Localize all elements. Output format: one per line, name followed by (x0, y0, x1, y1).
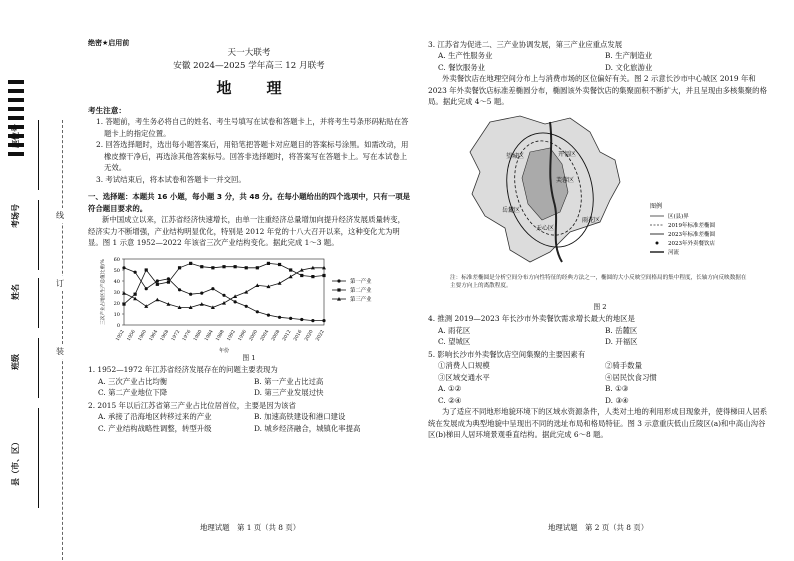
x-tick-label: 1984 (204, 329, 215, 342)
data-point (178, 266, 181, 269)
data-point (289, 274, 293, 278)
figure-1-chart (94, 253, 394, 353)
bind-line (38, 120, 39, 190)
legend-item: 河流 (668, 249, 680, 256)
question-4: 4. 推测 2019—2023 年长沙市外卖餐饮需求增长最大的地区是 (428, 314, 635, 324)
seat-field-label: 座位号 (10, 124, 20, 148)
footer-right: 地理试题 第 2 页（共 8 页） (548, 523, 649, 532)
x-tick-label: 1980 (193, 329, 204, 342)
map-label-wangcheng: 望城区 (506, 152, 525, 160)
option: A. 生产性服务业 (438, 51, 493, 61)
data-point (222, 293, 225, 296)
data-point (245, 304, 248, 307)
data-point (300, 274, 303, 277)
legend-item: 2023年标准差椭圆 (668, 231, 715, 238)
data-point (256, 266, 259, 269)
bind-line (38, 408, 39, 508)
legend-marker (337, 279, 340, 282)
county-field-label: 县（市、区） (10, 438, 20, 486)
option: B. ①③ (605, 384, 629, 394)
intro-paragraph: 新中国成立以来，江苏省经济快速增长，由单一注重经济总量增加向提升经济发展质量转变，经济实力不断增强，产业结构明显优化，特别是 2012 年党的十八大召开以来，这种变化尤为明显。图 1 示意 1952—2022 年该省三次产业结构变化。据此完成 1～3 题。 (88, 215, 406, 248)
x-tick-label: 1964 (148, 329, 160, 342)
data-point (278, 263, 281, 266)
data-point (145, 287, 148, 290)
data-point (322, 274, 325, 277)
data-point (122, 291, 126, 295)
y-tick-label: 10 (113, 311, 120, 318)
data-point (133, 296, 137, 300)
option: D. 文化旅游业 (605, 62, 653, 72)
y-tick-label: 50 (113, 267, 120, 274)
option: A. ①② (438, 384, 462, 394)
secret-mark: 绝密★启用前 (88, 39, 130, 47)
data-point (289, 268, 292, 271)
data-point (122, 302, 125, 305)
figure-2-map (450, 112, 750, 302)
data-point (267, 313, 270, 316)
legend-label: 第一产业 (350, 278, 372, 285)
question-2: 2. 2015 年以后江苏省第三产业占比位居首位，主要是因为该省 (88, 400, 296, 410)
x-tick-label: 2000 (248, 329, 260, 342)
data-point (156, 282, 159, 285)
figure-2-caption: 图 2 (593, 302, 607, 311)
data-point (200, 302, 204, 306)
x-tick-label: 1972 (171, 329, 182, 342)
legend-item: 区(县)界 (668, 213, 689, 220)
data-point (122, 266, 125, 269)
notice-item: 2. 回答选择题时，选出每小题答案后，用铅笔把答题卡对应题目的答案标号涂黑。如需改动，用橡皮擦干净后，再选涂其他答案标号。回答非选择题时，将答案写在答题卡上。写在本试卷上无效。 (96, 140, 409, 173)
statement: ④居民饮食习惯 (605, 372, 657, 382)
question-4-options (428, 325, 772, 348)
statement: ②骑手数量 (605, 361, 642, 371)
legend-item: 2019年标准差椭圆 (668, 222, 715, 229)
data-point (200, 291, 203, 294)
data-point (222, 301, 226, 305)
notice-item: 1. 答题前，考生务必将自己的姓名、考生号填写在试卷和答题卡上，并将考生号条形码粘贴在答题卡上的指定位置。 (96, 117, 409, 138)
question-1: 1. 1952—1972 年江苏省经济发展存在的问题主要表现为 (88, 365, 278, 375)
y-tick-label: 20 (113, 300, 120, 307)
map-legend (650, 202, 715, 256)
option: B. 生产制造业 (605, 51, 653, 61)
intro-paragraph-2: 外卖餐饮店在地理空间分布上与消费市场的区位偏好有关。图 2 示意长沙市中心城区 2019 年和 2023 年外卖餐饮店标准差椭圆分布，椭圆该外卖餐饮店的集聚面积不断扩大，并且呈现由多核集聚的格局。据此完成 4～5 题。 (428, 74, 767, 107)
x-tick-label: 2012 (282, 329, 293, 342)
barcode-blocks (8, 80, 24, 161)
data-point (289, 316, 292, 319)
bind-line (38, 278, 39, 328)
legend-label: 第三产业 (350, 296, 372, 303)
option: D. ③④ (605, 395, 629, 405)
question-5-items (428, 360, 772, 383)
subject-title: 地 理 (216, 79, 292, 98)
question-3-options (428, 50, 772, 73)
question-5-options (428, 383, 772, 406)
map-label-tianxin: 天心区 (536, 224, 555, 232)
y-axis-label: 三次产业占地区生产总值比重/% (101, 258, 106, 325)
data-point (178, 288, 181, 291)
data-point (278, 281, 282, 285)
option: C. 第二产业地位下降 (98, 388, 168, 398)
exam-name: 安徽 2024—2025 学年高三 12 月联考 (173, 61, 325, 72)
data-point (300, 318, 303, 321)
question-1-options (88, 376, 410, 399)
map-label-kaifu: 开福区 (558, 150, 577, 158)
data-point (156, 279, 159, 282)
binding-strip (0, 0, 78, 561)
data-point (245, 266, 248, 269)
data-point (134, 270, 137, 273)
map-label-yuhua: 雨花区 (582, 216, 601, 224)
x-tick-label: 1960 (137, 329, 148, 342)
option: C. ②④ (438, 395, 462, 405)
figure-1-caption: 图 1 (242, 353, 256, 362)
data-point (234, 300, 237, 303)
data-point (200, 265, 203, 268)
question-3: 3. 江苏省为促进二、三产业协调发展，第三产业应重点发展 (428, 40, 623, 49)
cut-label-order: 订 (56, 276, 64, 291)
x-tick-label: 2022 (315, 329, 326, 342)
option: B. 加速高铁建设和港口建设 (254, 412, 346, 422)
x-tick-label: 2016 (293, 329, 304, 342)
statement: ③区域交通水平 (438, 372, 490, 382)
legend-item: 2023年外卖餐饮店 (668, 240, 715, 247)
option: D. 开福区 (605, 337, 638, 347)
x-tick-label: 1988 (215, 329, 226, 342)
option: B. 第一产业占比过高 (254, 376, 324, 386)
question-5: 5. 影响长沙市外卖餐饮店空间集聚的主要因素有 (428, 349, 586, 359)
x-tick-label: 1992 (226, 329, 237, 342)
x-tick-label: 1968 (159, 329, 171, 342)
map-label-yuelu: 岳麓区 (502, 206, 521, 214)
statement: ①消费人口规模 (438, 361, 490, 371)
option: A. 雨花区 (438, 325, 471, 335)
data-point (155, 297, 159, 301)
y-tick-label: 40 (113, 278, 120, 285)
line-chart (94, 253, 394, 353)
x-axis-label: 年份 (218, 347, 230, 353)
option: B. 岳麓区 (605, 325, 638, 335)
legend-title: 图例 (650, 202, 663, 210)
data-point (234, 265, 237, 268)
question-2-options (88, 411, 410, 434)
data-point (256, 310, 259, 313)
class-field-label: 班级 (10, 354, 20, 370)
y-tick-label: 30 (113, 289, 120, 296)
map-note: 注：标准差椭圆是分析空间分布方向性特征的经典方法之一，椭圆的大小反映空间格局的集中程度，长轴方向反映数据在主要方向上的离散程度。 (450, 275, 747, 289)
legend-label: 第二产业 (350, 287, 372, 294)
plot-frame (124, 259, 324, 325)
y-tick-label: 60 (113, 256, 120, 263)
option: C. 餐饮服务业 (438, 62, 486, 72)
title-block (88, 47, 410, 101)
option: C. 望城区 (438, 337, 471, 347)
x-tick-label: 1996 (237, 329, 248, 342)
data-point (311, 319, 314, 322)
data-point (189, 261, 192, 264)
option: A. 三次产业占比均衡 (98, 376, 168, 386)
data-point (211, 266, 214, 269)
restaurant-dot-icon (656, 241, 659, 244)
data-point (278, 315, 281, 318)
cut-dash-line (62, 120, 63, 560)
notice-list (88, 116, 410, 185)
data-point (189, 292, 192, 295)
page-right (428, 38, 772, 441)
notice-title: 考生注意： (88, 105, 126, 115)
data-point (167, 277, 170, 280)
name-field-label: 姓名 (10, 284, 20, 300)
option: C. 产业结构战略性调整，转型升级 (98, 423, 212, 433)
org-name: 天一大联考 (227, 47, 271, 58)
data-point (134, 292, 137, 295)
x-tick-label: 2008 (271, 329, 282, 342)
data-point (244, 290, 248, 294)
legend-marker (337, 288, 340, 291)
notice-item: 3. 考试结束后，将本试卷和答题卡一并交回。 (96, 174, 246, 184)
bind-line (38, 200, 39, 270)
intro-paragraph-3: 为了适应不同地形地貌环境下的区域水资源条件，人类对土地的利用形成目现象并，使得梯田人居系统在发展成为典型地貌中呈现出不同的选址布局和格局特征。图 3 示意重庆低山丘陵区(a)和中高山沟谷区(b)梯田人居环境景观垂直结构。据此完成 6～8 题。 (428, 407, 768, 440)
y-tick-label: 0 (116, 322, 120, 329)
data-point (144, 304, 148, 308)
cut-label-line: 线 (56, 208, 64, 223)
data-point (145, 268, 148, 271)
district-map (450, 112, 750, 272)
x-tick-label: 1956 (126, 329, 137, 342)
data-point (167, 280, 170, 283)
bind-line (38, 338, 39, 398)
room-field-label: 考场号 (10, 204, 20, 228)
page-left (88, 38, 410, 434)
x-tick-label: 2020 (304, 329, 315, 342)
x-tick-label: 2004 (259, 329, 271, 342)
map-label-furong: 芙蓉区 (556, 176, 575, 184)
footer-left: 地理试题 第 1 页（共 8 页） (200, 523, 301, 532)
data-point (211, 287, 214, 290)
data-point (222, 265, 225, 268)
data-point (322, 319, 325, 322)
cut-label-bind: 装 (56, 344, 64, 359)
data-point (311, 275, 314, 278)
data-point (267, 261, 270, 264)
x-tick-label: 1976 (182, 329, 193, 342)
option: D. 第三产业发展过快 (254, 388, 324, 398)
x-tick-label: 1952 (115, 329, 126, 342)
section-heading: 一、选择题：本题共 16 小题，每小题 3 分，共 48 分。在每小题给出的四个选项中，只有一项是符合题目要求的。 (88, 192, 410, 213)
option: D. 城乡经济融合，城镇化率提高 (254, 423, 361, 433)
option: A. 承接了沿海地区转移过来的产业 (98, 412, 212, 422)
